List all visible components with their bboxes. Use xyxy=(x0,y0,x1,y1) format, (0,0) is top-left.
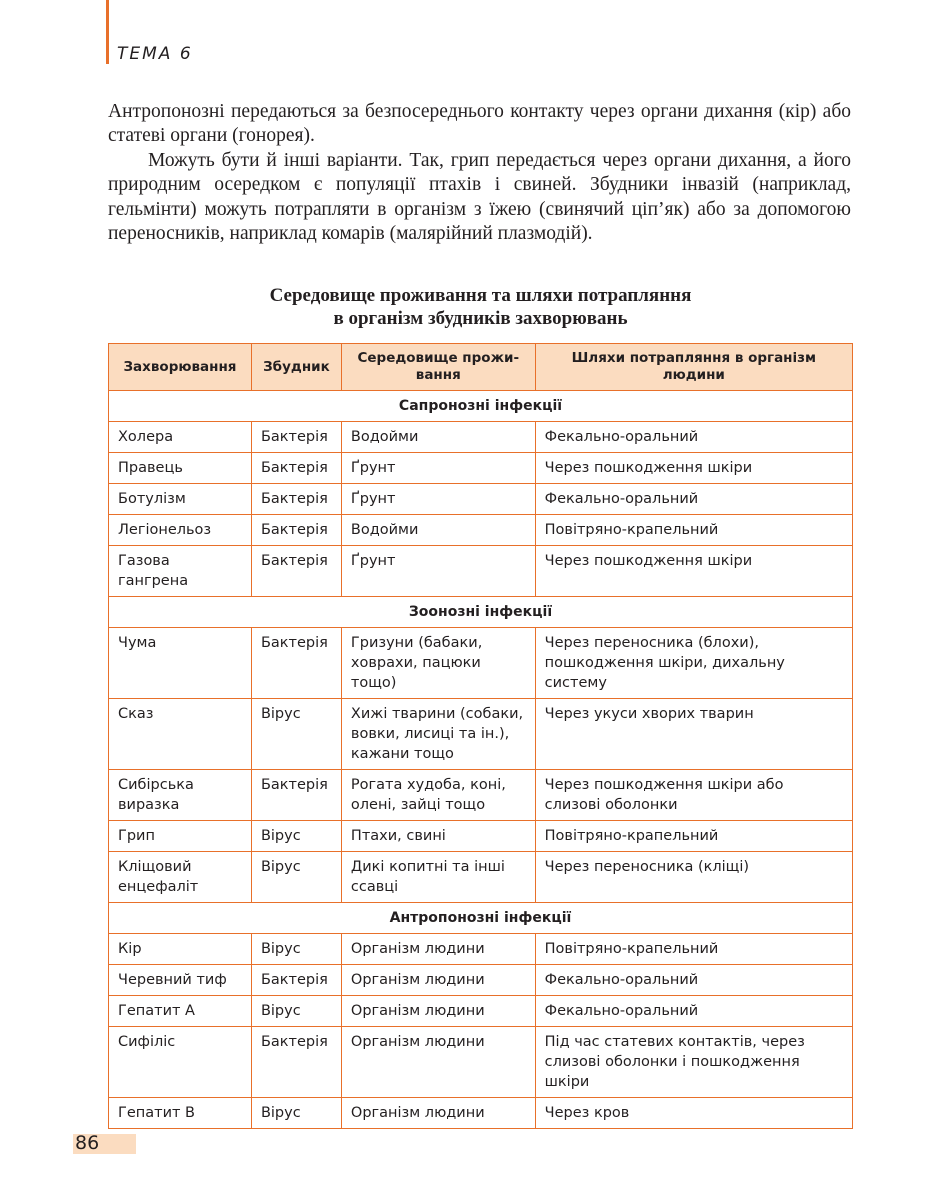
column-header: Збудник xyxy=(251,344,341,391)
section-title: Зоонозні інфекції xyxy=(109,597,853,628)
table-cell: Водойми xyxy=(341,422,535,453)
table-cell: Вірус xyxy=(251,699,341,770)
table-cell: Організм людини xyxy=(341,965,535,996)
table-cell: Через пошкодження шкіри xyxy=(535,453,852,484)
table-title-line: Середовище проживання та шляхи потрапляння xyxy=(269,285,692,306)
table-cell: Фекально-оральний xyxy=(535,422,852,453)
table-row xyxy=(109,699,853,770)
table-cell: Дикі копитні та інші ссавці xyxy=(341,852,535,903)
table-cell: Кір xyxy=(109,934,252,965)
table-cell: Фекально-оральний xyxy=(535,965,852,996)
section-title: Сапронозні інфекції xyxy=(109,391,853,422)
table-cell: Вірус xyxy=(251,821,341,852)
table-cell: Грип xyxy=(109,821,252,852)
table-cell: Бактерія xyxy=(251,770,341,821)
table-cell: Через кров xyxy=(535,1098,852,1129)
table-cell: Через переносника (кліщі) xyxy=(535,852,852,903)
header-accent-bar xyxy=(106,0,109,64)
table-cell: Вірус xyxy=(251,996,341,1027)
table-cell: Газова гангрена xyxy=(109,546,252,597)
table-cell: Повітряно-крапельний xyxy=(535,821,852,852)
table-cell: Вірус xyxy=(251,934,341,965)
table-cell: Організм людини xyxy=(341,1098,535,1129)
table-cell: Ґрунт xyxy=(341,484,535,515)
table-cell: Під час статевих контактів, через слизові оболонки і пошкодження шкіри xyxy=(535,1027,852,1098)
diseases-table xyxy=(108,343,853,1129)
table-row xyxy=(109,484,853,515)
table-cell: Сибірська виразка xyxy=(109,770,252,821)
table-header-row xyxy=(109,344,853,391)
table-cell: Гризуни (бабаки, ховрахи, пацюки тощо) xyxy=(341,628,535,699)
table-cell: Організм людини xyxy=(341,1027,535,1098)
table-cell: Бактерія xyxy=(251,453,341,484)
table-cell: Хижі тварини (собаки, вовки, лисиці та ін.), кажани тощо xyxy=(341,699,535,770)
table-row xyxy=(109,821,853,852)
table-cell: Через укуси хворих тварин xyxy=(535,699,852,770)
table-cell: Ґрунт xyxy=(341,546,535,597)
table-cell: Повітряно-крапельний xyxy=(535,934,852,965)
column-header: Захворювання xyxy=(109,344,252,391)
table-cell: Ґрунт xyxy=(341,453,535,484)
table-cell: Кліщовий енцефаліт xyxy=(109,852,252,903)
page-number-box xyxy=(73,1134,136,1154)
body-text xyxy=(108,100,851,246)
table-cell: Правець xyxy=(109,453,252,484)
table-row xyxy=(109,770,853,821)
table-cell: Водойми xyxy=(341,515,535,546)
table-cell: Бактерія xyxy=(251,546,341,597)
table-cell: Через пошкодження шкіри xyxy=(535,546,852,597)
table-cell: Бактерія xyxy=(251,515,341,546)
column-header: Середовище прожи-вання xyxy=(341,344,535,391)
paragraph: Можуть бути й інші варіанти. Так, грип передається через органи дихання, а його природним осередком є популяції птахів і свиней. Збудники інвазій (наприклад, гельмінти) можуть потрапляти в організм з їжею (свинячий ціп’як) або за допомогою переносників, наприклад комарів (малярійний плазмодій). xyxy=(108,149,851,245)
table-cell: Птахи, свині xyxy=(341,821,535,852)
table-cell: Через пошкодження шкіри або слизові оболонки xyxy=(535,770,852,821)
table-row xyxy=(109,852,853,903)
table-cell: Бактерія xyxy=(251,628,341,699)
table-row xyxy=(109,965,853,996)
table-cell: Черевний тиф xyxy=(109,965,252,996)
table-row xyxy=(109,1098,853,1129)
table-cell: Бактерія xyxy=(251,1027,341,1098)
table-cell: Бактерія xyxy=(251,422,341,453)
table-cell: Через переносника (блохи), пошкодження шкіри, дихальну систему xyxy=(535,628,852,699)
table-row xyxy=(109,422,853,453)
table-row xyxy=(109,453,853,484)
table-cell: Ботулізм xyxy=(109,484,252,515)
table-cell: Фекально-оральний xyxy=(535,996,852,1027)
table-cell: Рогата худоба, коні, олені, зайці тощо xyxy=(341,770,535,821)
table-row xyxy=(109,1027,853,1098)
table-cell: Фекально-оральний xyxy=(535,484,852,515)
table-cell: Бактерія xyxy=(251,484,341,515)
table-cell: Повітряно-крапельний xyxy=(535,515,852,546)
table-cell: Чума xyxy=(109,628,252,699)
table-cell: Холера xyxy=(109,422,252,453)
column-header: Шляхи потрапляння в організм людини xyxy=(535,344,852,391)
table-row xyxy=(109,996,853,1027)
section-row xyxy=(109,597,853,628)
table-body xyxy=(109,391,853,1129)
table-title-line: в організм збудників захворювань xyxy=(333,308,628,329)
table-cell: Бактерія xyxy=(251,965,341,996)
table-cell: Сифіліс xyxy=(109,1027,252,1098)
table-cell: Організм людини xyxy=(341,996,535,1027)
table-cell: Вірус xyxy=(251,852,341,903)
table-row xyxy=(109,546,853,597)
table-row xyxy=(109,934,853,965)
table-cell: Вірус xyxy=(251,1098,341,1129)
paragraph: Антропонозні передаються за безпосереднього контакту через органи дихання (кір) або статеві органи (гонорея). xyxy=(108,101,851,147)
section-title: Антропонозні інфекції xyxy=(109,903,853,934)
table-cell: Гепатит А xyxy=(109,996,252,1027)
table-row xyxy=(109,515,853,546)
table-cell: Організм людини xyxy=(341,934,535,965)
page-number: 86 xyxy=(75,1132,100,1154)
table-cell: Сказ xyxy=(109,699,252,770)
table-cell: Гепатит В xyxy=(109,1098,252,1129)
table-title xyxy=(108,284,853,330)
table-cell: Легіонельоз xyxy=(109,515,252,546)
section-row xyxy=(109,391,853,422)
section-row xyxy=(109,903,853,934)
theme-label: ТЕМА 6 xyxy=(117,44,193,64)
table-row xyxy=(109,628,853,699)
